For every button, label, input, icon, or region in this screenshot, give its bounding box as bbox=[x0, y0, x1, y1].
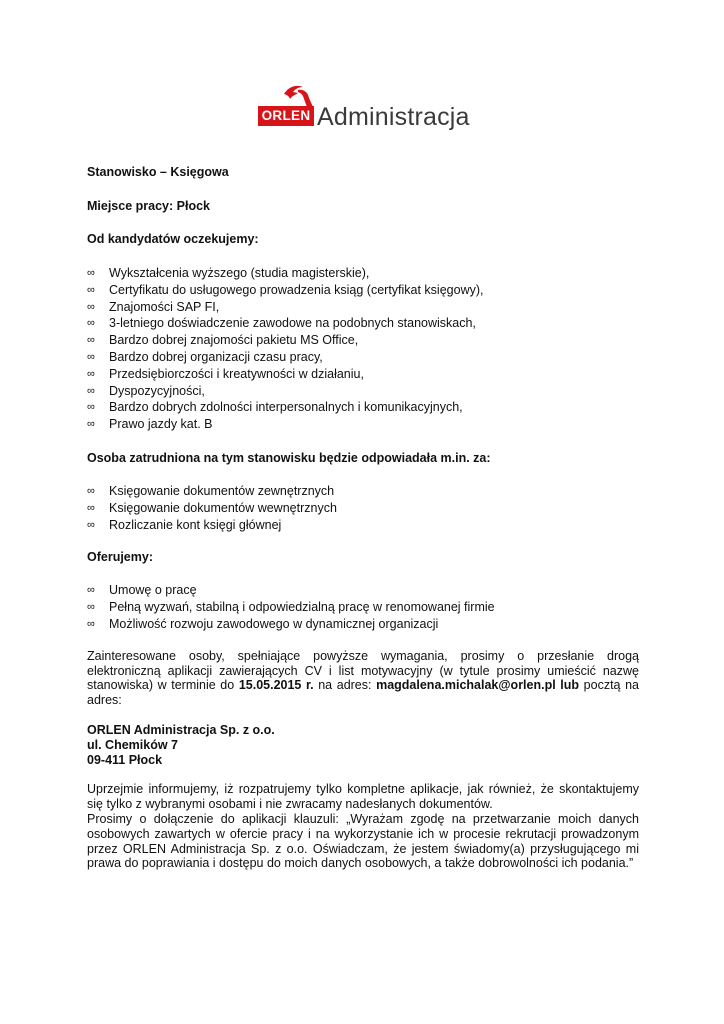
street-address: ul. Chemików 7 bbox=[87, 737, 178, 752]
list-item: ∞ Umowę o pracę bbox=[87, 583, 197, 598]
contact-email: magdalena.michalak@orlen.pl lub bbox=[376, 678, 580, 693]
job-offer-content bbox=[87, 164, 639, 871]
list-item: ∞ Księgowanie dokumentów zewnętrznych bbox=[87, 483, 335, 498]
list-item: ∞ Wykształcenia wyższego (studia magisterskie), bbox=[87, 266, 370, 280]
list-item: ∞ Pełną wyzwań, stabilną i odpowiedzialną pracę w renomowanej firmie bbox=[87, 600, 495, 615]
infinity-bullet-icon: ∞ bbox=[87, 384, 95, 397]
offer-list bbox=[87, 582, 639, 632]
requirements-list bbox=[87, 265, 639, 433]
list-item: ∞ Możliwość rozwoju zawodowego w dynamicznej organizacji bbox=[87, 616, 439, 631]
notice-paragraph: Uprzejmie informujemy, iż rozpatrujemy tylko kompletne aplikacje, jak również, że skontaktujemy się tylko z wybranymi osobami i nie zwracamy nadesłanych dokumentów. bbox=[87, 782, 639, 812]
position-title: Stanowisko – Księgowa bbox=[87, 165, 229, 179]
application-instructions: Zainteresowane osoby, spełniające powyższe wymagania, prosimy o przesłanie drogą elektroniczną aplikacji zawierających CV i list motywacyjny (w tytule prosimy umieścić nazwę stanowiska) w terminie do 15.05.2015 r. na adres: magdalena.michalak@orlen.pl lub pocztą na adres: bbox=[87, 648, 640, 708]
list-item: ∞ Bardzo dobrych zdolności interpersonalnych i komunikacyjnych, bbox=[87, 400, 463, 415]
duties-heading: Osoba zatrudniona na tym stanowisku będzie odpowiadała m.in. za: bbox=[87, 450, 491, 465]
list-item: ∞ Certyfikatu do usługowego prowadzenia ksiąg (certyfikat księgowy), bbox=[87, 282, 484, 297]
consent-clause-paragraph: Prosimy o dołączenie do aplikacji klauzuli: „Wyrażam zgodę na przetwarzanie moich danych osobowych zawartych w ofercie pracy i na wykorzystanie ich w procesie rekrutacji prowadzonym przez ORLEN Administracja Sp. z o.o. Oświadczam, że jestem świadomy(a) przysługującego mi prawa do poprawiania i dostępu do moich danych osobowych, a także dobrowolności ich podania.” bbox=[87, 811, 639, 871]
list-item: ∞ Bardzo dobrej organizacji czasu pracy, bbox=[87, 349, 323, 364]
infinity-bullet-icon: ∞ bbox=[87, 601, 95, 614]
list-item: ∞ Rozliczanie kont księgi głównej bbox=[87, 517, 282, 532]
orlen-eagle-icon bbox=[282, 84, 314, 108]
infinity-bullet-icon: ∞ bbox=[87, 617, 95, 630]
postal-address bbox=[87, 723, 639, 767]
infinity-bullet-icon: ∞ bbox=[87, 367, 95, 380]
logo-brand-box: ORLEN bbox=[258, 106, 314, 126]
list-item: ∞ Bardzo dobrej znajomości pakietu MS Office, bbox=[87, 333, 359, 348]
list-item: ∞ Dyspozycyjności, bbox=[87, 383, 205, 398]
duties-list bbox=[87, 483, 639, 533]
infinity-bullet-icon: ∞ bbox=[87, 401, 95, 414]
infinity-bullet-icon: ∞ bbox=[87, 501, 95, 514]
infinity-bullet-icon: ∞ bbox=[87, 584, 95, 597]
infinity-bullet-icon: ∞ bbox=[87, 283, 95, 296]
infinity-bullet-icon: ∞ bbox=[87, 334, 95, 347]
infinity-bullet-icon: ∞ bbox=[87, 418, 95, 431]
list-item: ∞ Księgowanie dokumentów wewnętrznych bbox=[87, 500, 337, 515]
list-item: ∞ Przedsiębiorczości i kreatywności w działaniu, bbox=[87, 366, 364, 381]
work-location: Miejsce pracy: Płock bbox=[87, 199, 210, 213]
list-item: ∞ Prawo jazdy kat. B bbox=[87, 417, 213, 432]
infinity-bullet-icon: ∞ bbox=[87, 300, 95, 313]
orlen-administracja-logo bbox=[258, 84, 468, 132]
postal-city: 09-411 Płock bbox=[87, 752, 163, 767]
infinity-bullet-icon: ∞ bbox=[87, 518, 95, 531]
company-name: ORLEN Administracja Sp. z o.o. bbox=[87, 722, 275, 737]
infinity-bullet-icon: ∞ bbox=[87, 484, 95, 497]
deadline-date: 15.05.2015 r. bbox=[238, 678, 314, 693]
infinity-bullet-icon: ∞ bbox=[87, 317, 95, 330]
requirements-heading: Od kandydatów oczekujemy: bbox=[87, 232, 259, 246]
logo-wordmark: Administracja bbox=[317, 103, 470, 131]
offer-heading: Oferujemy: bbox=[87, 550, 153, 565]
list-item: ∞ Znajomości SAP FI, bbox=[87, 299, 220, 314]
infinity-bullet-icon: ∞ bbox=[87, 350, 95, 363]
infinity-bullet-icon: ∞ bbox=[87, 267, 95, 279]
list-item: ∞ 3-letniego doświadczenie zawodowe na podobnych stanowiskach, bbox=[87, 316, 476, 331]
